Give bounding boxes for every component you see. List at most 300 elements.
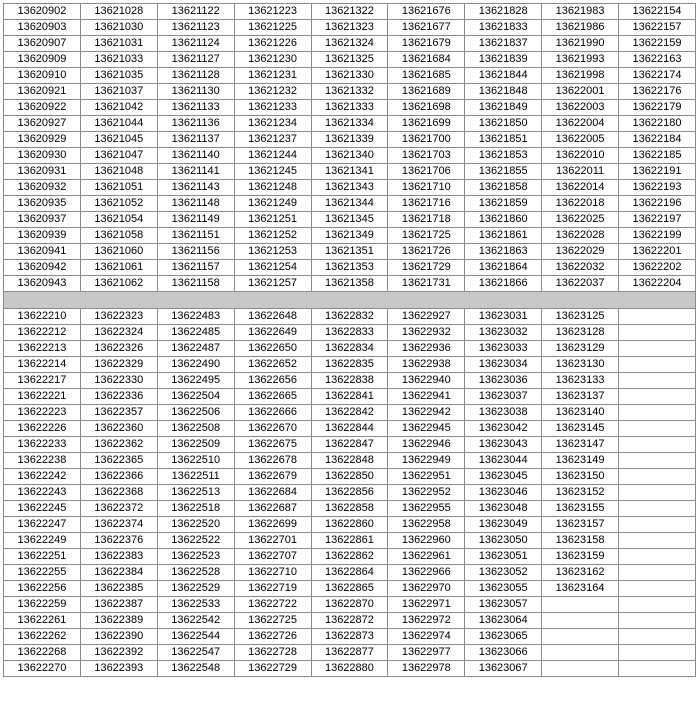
table-row: [4, 645, 696, 661]
table-cell: 13623157: [542, 517, 619, 533]
table-cell: 13621993: [542, 52, 619, 68]
table-row: [4, 68, 696, 84]
table-cell: 13620930: [4, 148, 81, 164]
table-cell: 13622966: [388, 565, 465, 581]
table-cell: 13622927: [388, 309, 465, 325]
table-cell: 13621684: [388, 52, 465, 68]
table-cell: 13623067: [465, 661, 542, 677]
table-cell: 13621051: [80, 180, 157, 196]
table-cell: 13621689: [388, 84, 465, 100]
table-cell: 13622329: [80, 357, 157, 373]
table-cell: 13621237: [234, 132, 311, 148]
table-cell: 13621333: [311, 100, 388, 116]
table-cell: 13621844: [465, 68, 542, 84]
table-cell: 13621037: [80, 84, 157, 100]
table-cell: 13622675: [234, 437, 311, 453]
table-cell: [542, 613, 619, 629]
table-cell: 13622389: [80, 613, 157, 629]
table-cell: 13621726: [388, 244, 465, 260]
table-cell: 13621140: [157, 148, 234, 164]
table-cell: 13622003: [542, 100, 619, 116]
table-cell: 13620907: [4, 36, 81, 52]
table-cell: 13621353: [311, 260, 388, 276]
table-cell: 13622385: [80, 581, 157, 597]
table-cell: 13623155: [542, 501, 619, 517]
table-cell: 13622832: [311, 309, 388, 325]
table-row: [4, 164, 696, 180]
table-cell: 13621853: [465, 148, 542, 164]
table-cell: 13622214: [4, 357, 81, 373]
table-cell: 13621060: [80, 244, 157, 260]
table-row: [4, 4, 696, 20]
table-cell: 13621223: [234, 4, 311, 20]
table-cell: 13621234: [234, 116, 311, 132]
table-cell: 13622860: [311, 517, 388, 533]
table-cell: 13622196: [619, 196, 696, 212]
table-cell: 13622873: [311, 629, 388, 645]
table-cell: 13623149: [542, 453, 619, 469]
table-cell: 13622511: [157, 469, 234, 485]
table-cell: 13623137: [542, 389, 619, 405]
table-cell: 13622670: [234, 421, 311, 437]
table-cell: [619, 373, 696, 389]
table-cell: 13623064: [465, 613, 542, 629]
table-cell: 13620937: [4, 212, 81, 228]
table-cell: 13622960: [388, 533, 465, 549]
table-cell: 13623044: [465, 453, 542, 469]
table-row: [4, 549, 696, 565]
table-cell: 13621149: [157, 212, 234, 228]
table-cell: 13621148: [157, 196, 234, 212]
table-cell: 13622862: [311, 549, 388, 565]
table-cell: 13622383: [80, 549, 157, 565]
table-cell: 13621044: [80, 116, 157, 132]
table-cell: [619, 629, 696, 645]
table-cell: [619, 341, 696, 357]
table-cell: 13622212: [4, 325, 81, 341]
table-cell: 13622251: [4, 549, 81, 565]
table-cell: 13621128: [157, 68, 234, 84]
table-cell: [542, 597, 619, 613]
table-cell: 13622949: [388, 453, 465, 469]
table-cell: 13622185: [619, 148, 696, 164]
table-cell: 13623159: [542, 549, 619, 565]
table-cell: 13622952: [388, 485, 465, 501]
table-cell: 13621052: [80, 196, 157, 212]
table-cell: 13621986: [542, 20, 619, 36]
table-cell: 13622861: [311, 533, 388, 549]
table-cell: 13620941: [4, 244, 81, 260]
table-cell: 13621030: [80, 20, 157, 36]
table-cell: 13622513: [157, 485, 234, 501]
table-cell: 13623140: [542, 405, 619, 421]
table-cell: [542, 645, 619, 661]
table-cell: 13623129: [542, 341, 619, 357]
table-cell: 13621848: [465, 84, 542, 100]
table-cell: 13622936: [388, 341, 465, 357]
table-row: [4, 260, 696, 276]
table-cell: 13622247: [4, 517, 81, 533]
table-row: [4, 517, 696, 533]
table-cell: 13621828: [465, 4, 542, 20]
table-row: [4, 629, 696, 645]
table-cell: 13621230: [234, 52, 311, 68]
table-cell: 13623150: [542, 469, 619, 485]
table-cell: 13622037: [542, 276, 619, 292]
table-cell: 13620921: [4, 84, 81, 100]
table-cell: 13623051: [465, 549, 542, 565]
table-cell: 13622242: [4, 469, 81, 485]
table-cell: 13622204: [619, 276, 696, 292]
table-row: [4, 20, 696, 36]
table-cell: 13622018: [542, 196, 619, 212]
table-cell: 13622842: [311, 405, 388, 421]
table-cell: 13622666: [234, 405, 311, 421]
table-cell: 13623066: [465, 645, 542, 661]
table-cell: 13622650: [234, 341, 311, 357]
table-cell: 13623043: [465, 437, 542, 453]
table-cell: [619, 517, 696, 533]
table-cell: 13622974: [388, 629, 465, 645]
table-cell: 13622835: [311, 357, 388, 373]
table-cell: 13622971: [388, 597, 465, 613]
table-cell: 13622648: [234, 309, 311, 325]
table-cell: 13621864: [465, 260, 542, 276]
table-cell: 13621156: [157, 244, 234, 260]
table-cell: 13622978: [388, 661, 465, 677]
table-row: [4, 325, 696, 341]
table-cell: 13621718: [388, 212, 465, 228]
table-cell: [619, 437, 696, 453]
table-cell: 13621339: [311, 132, 388, 148]
table-cell: 13622864: [311, 565, 388, 581]
table-cell: 13620931: [4, 164, 81, 180]
table-cell: 13622941: [388, 389, 465, 405]
table-cell: [619, 549, 696, 565]
table-row: [4, 148, 696, 164]
table-cell: 13621685: [388, 68, 465, 84]
table-cell: 13622157: [619, 20, 696, 36]
table-row: [4, 132, 696, 148]
table-cell: 13621851: [465, 132, 542, 148]
table-cell: 13623033: [465, 341, 542, 357]
table-cell: 13622940: [388, 373, 465, 389]
table-cell: 13620943: [4, 276, 81, 292]
table-cell: 13622485: [157, 325, 234, 341]
table-cell: 13621035: [80, 68, 157, 84]
table-cell: 13620935: [4, 196, 81, 212]
table-cell: 13622374: [80, 517, 157, 533]
table-cell: 13621137: [157, 132, 234, 148]
table-cell: 13621729: [388, 260, 465, 276]
table-cell: 13622942: [388, 405, 465, 421]
table-cell: 13622946: [388, 437, 465, 453]
table-cell: 13622357: [80, 405, 157, 421]
table-cell: 13622336: [80, 389, 157, 405]
table-cell: 13620929: [4, 132, 81, 148]
table-cell: [619, 453, 696, 469]
table-row: [4, 84, 696, 100]
table-row: [4, 389, 696, 405]
table-cell: 13623158: [542, 533, 619, 549]
table-cell: 13620927: [4, 116, 81, 132]
table-cell: 13621860: [465, 212, 542, 228]
table-cell: 13621042: [80, 100, 157, 116]
table-cell: 13622490: [157, 357, 234, 373]
table-cell: 13622256: [4, 581, 81, 597]
table-cell: 13622719: [234, 581, 311, 597]
table-cell: 13622729: [234, 661, 311, 677]
table-cell: 13622245: [4, 501, 81, 517]
table-cell: 13622270: [4, 661, 81, 677]
table-cell: [619, 469, 696, 485]
table-cell: 13622678: [234, 453, 311, 469]
table-cell: 13621322: [311, 4, 388, 20]
table-cell: 13623038: [465, 405, 542, 421]
table-row: [4, 373, 696, 389]
table-row: [4, 100, 696, 116]
table-cell: 13621045: [80, 132, 157, 148]
table-cell: 13621047: [80, 148, 157, 164]
table-cell: 13622687: [234, 501, 311, 517]
table-cell: 13622184: [619, 132, 696, 148]
table-cell: 13623128: [542, 325, 619, 341]
table-cell: 13622858: [311, 501, 388, 517]
table-row: [4, 533, 696, 549]
table-cell: 13622197: [619, 212, 696, 228]
table-cell: [619, 645, 696, 661]
table-cell: 13621703: [388, 148, 465, 164]
table-cell: 13622548: [157, 661, 234, 677]
table-row: [4, 116, 696, 132]
table-cell: 13622656: [234, 373, 311, 389]
table-cell: 13622365: [80, 453, 157, 469]
table-row: [4, 52, 696, 68]
number-table-bottom: [3, 308, 696, 677]
table-cell: 13621839: [465, 52, 542, 68]
table-cell: 13622191: [619, 164, 696, 180]
table-cell: 13622877: [311, 645, 388, 661]
table-cell: 13622323: [80, 309, 157, 325]
table-cell: 13622699: [234, 517, 311, 533]
table-cell: 13622850: [311, 469, 388, 485]
table-cell: 13621122: [157, 4, 234, 20]
table-cell: 13621253: [234, 244, 311, 260]
table-cell: 13622217: [4, 373, 81, 389]
table-cell: 13622238: [4, 453, 81, 469]
table-cell: 13623049: [465, 517, 542, 533]
table-cell: 13622223: [4, 405, 81, 421]
table-row: [4, 405, 696, 421]
table-cell: 13621225: [234, 20, 311, 36]
table-cell: 13621344: [311, 196, 388, 212]
table-cell: 13621358: [311, 276, 388, 292]
table-cell: 13621833: [465, 20, 542, 36]
table-cell: 13621849: [465, 100, 542, 116]
table-cell: [619, 405, 696, 421]
table-cell: 13622201: [619, 244, 696, 260]
table-cell: 13620902: [4, 4, 81, 20]
table-cell: 13622652: [234, 357, 311, 373]
table-cell: 13622202: [619, 260, 696, 276]
table-cell: 13621233: [234, 100, 311, 116]
table-cell: 13621998: [542, 68, 619, 84]
table-cell: 13622522: [157, 533, 234, 549]
table-cell: 13621700: [388, 132, 465, 148]
table-cell: 13621127: [157, 52, 234, 68]
table-cell: 13623152: [542, 485, 619, 501]
table-cell: 13622841: [311, 389, 388, 405]
table-cell: [619, 309, 696, 325]
table-cell: 13621251: [234, 212, 311, 228]
table-cell: 13622872: [311, 613, 388, 629]
table-cell: [619, 581, 696, 597]
table-cell: 13621677: [388, 20, 465, 36]
table-cell: 13622014: [542, 180, 619, 196]
table-cell: [619, 421, 696, 437]
table-cell: [619, 661, 696, 677]
table-cell: 13621855: [465, 164, 542, 180]
table-cell: 13622366: [80, 469, 157, 485]
table-row: [4, 565, 696, 581]
table-row: [4, 453, 696, 469]
number-list: [3, 3, 696, 677]
table-cell: 13621254: [234, 260, 311, 276]
table-cell: 13621058: [80, 228, 157, 244]
table-cell: 13623050: [465, 533, 542, 549]
table-cell: 13620909: [4, 52, 81, 68]
table-cell: 13621731: [388, 276, 465, 292]
table-cell: [619, 597, 696, 613]
table-cell: 13622001: [542, 84, 619, 100]
table-cell: 13622856: [311, 485, 388, 501]
table-cell: 13622880: [311, 661, 388, 677]
table-cell: 13621325: [311, 52, 388, 68]
table-cell: 13622701: [234, 533, 311, 549]
table-cell: 13620922: [4, 100, 81, 116]
table-cell: 13620939: [4, 228, 81, 244]
table-row: [4, 581, 696, 597]
table-cell: 13622951: [388, 469, 465, 485]
table-cell: 13622844: [311, 421, 388, 437]
table-cell: [542, 661, 619, 677]
table-cell: 13623145: [542, 421, 619, 437]
table-cell: 13622032: [542, 260, 619, 276]
table-cell: 13622028: [542, 228, 619, 244]
table-cell: [619, 325, 696, 341]
table-cell: 13621231: [234, 68, 311, 84]
table-cell: 13622728: [234, 645, 311, 661]
table-cell: 13622268: [4, 645, 81, 661]
table-cell: 13623042: [465, 421, 542, 437]
table-cell: 13621679: [388, 36, 465, 52]
table-row: [4, 421, 696, 437]
table-cell: 13622390: [80, 629, 157, 645]
table-cell: 13623130: [542, 357, 619, 373]
table-cell: 13623031: [465, 309, 542, 325]
table-row: [4, 276, 696, 292]
table-cell: [619, 565, 696, 581]
table-cell: 13621061: [80, 260, 157, 276]
table-cell: 13622029: [542, 244, 619, 260]
table-cell: 13621340: [311, 148, 388, 164]
table-cell: 13622249: [4, 533, 81, 549]
table-cell: 13621054: [80, 212, 157, 228]
table-cell: [619, 485, 696, 501]
table-cell: 13622154: [619, 4, 696, 20]
table-cell: 13622159: [619, 36, 696, 52]
table-cell: 13622362: [80, 437, 157, 453]
table-cell: 13622393: [80, 661, 157, 677]
table-cell: 13622509: [157, 437, 234, 453]
table-cell: 13621699: [388, 116, 465, 132]
table-cell: 13621341: [311, 164, 388, 180]
table-cell: 13622262: [4, 629, 81, 645]
table-cell: 13622710: [234, 565, 311, 581]
table-cell: 13623164: [542, 581, 619, 597]
table-cell: 13623055: [465, 581, 542, 597]
table-cell: 13621124: [157, 36, 234, 52]
table-cell: 13622324: [80, 325, 157, 341]
table-cell: 13622958: [388, 517, 465, 533]
table-cell: [619, 533, 696, 549]
table-cell: 13623133: [542, 373, 619, 389]
table-cell: 13621249: [234, 196, 311, 212]
table-cell: 13621343: [311, 180, 388, 196]
table-row: [4, 180, 696, 196]
number-table-top: [3, 3, 696, 292]
table-cell: 13622544: [157, 629, 234, 645]
table-cell: 13622533: [157, 597, 234, 613]
table-cell: 13622707: [234, 549, 311, 565]
table-cell: 13621245: [234, 164, 311, 180]
table-cell: 13622392: [80, 645, 157, 661]
table-cell: 13622221: [4, 389, 81, 405]
table-cell: 13622179: [619, 100, 696, 116]
table-row: [4, 36, 696, 52]
table-cell: 13621323: [311, 20, 388, 36]
table-cell: 13622722: [234, 597, 311, 613]
table-cell: 13622483: [157, 309, 234, 325]
table-cell: 13622174: [619, 68, 696, 84]
table-cell: 13621351: [311, 244, 388, 260]
table-cell: 13623162: [542, 565, 619, 581]
table-cell: 13623052: [465, 565, 542, 581]
table-cell: 13621226: [234, 36, 311, 52]
table-cell: 13622970: [388, 581, 465, 597]
table-cell: 13622684: [234, 485, 311, 501]
table-cell: 13623032: [465, 325, 542, 341]
table-cell: 13621861: [465, 228, 542, 244]
table-cell: 13621859: [465, 196, 542, 212]
table-cell: 13622243: [4, 485, 81, 501]
table-cell: 13621158: [157, 276, 234, 292]
table-cell: 13621257: [234, 276, 311, 292]
table-cell: 13622725: [234, 613, 311, 629]
table-cell: 13620910: [4, 68, 81, 84]
table-cell: 13621676: [388, 4, 465, 20]
table-cell: 13622977: [388, 645, 465, 661]
table-cell: [542, 629, 619, 645]
table-cell: 13622520: [157, 517, 234, 533]
table-cell: 13622005: [542, 132, 619, 148]
table-cell: 13621858: [465, 180, 542, 196]
table-cell: 13623147: [542, 437, 619, 453]
table-cell: 13622961: [388, 549, 465, 565]
table-cell: 13622495: [157, 373, 234, 389]
table-cell: 13621141: [157, 164, 234, 180]
table-cell: 13622529: [157, 581, 234, 597]
